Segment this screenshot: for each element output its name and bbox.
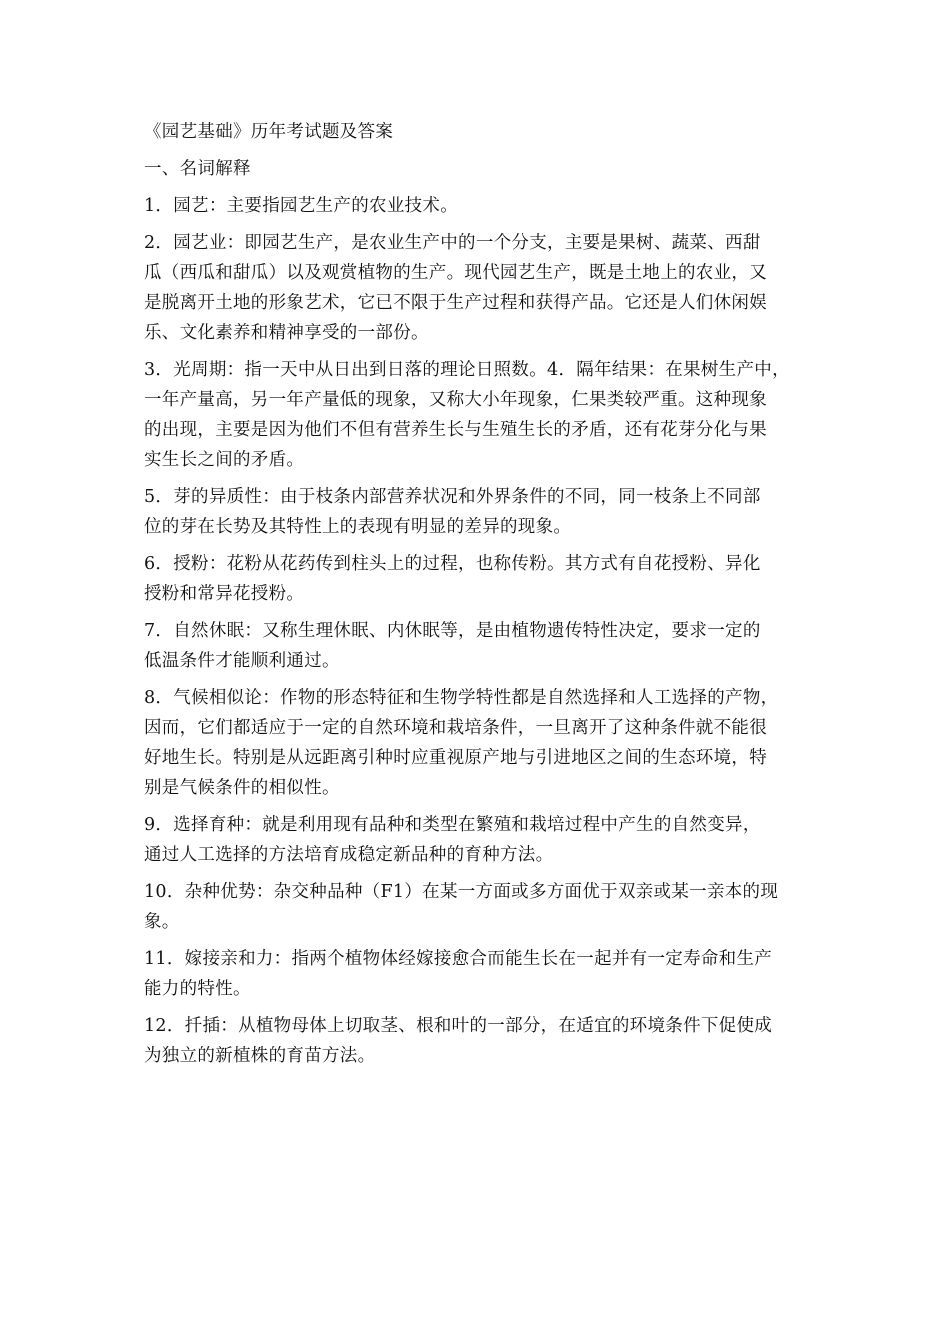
document-title: 《园艺基础》历年考试题及答案 — [144, 122, 394, 142]
spacer — [144, 147, 808, 154]
term-item — [144, 355, 808, 482]
spacer — [144, 609, 808, 616]
term-item — [144, 191, 808, 228]
spacer — [144, 1071, 808, 1078]
term-line: 实生长之间的矛盾。 — [144, 450, 305, 470]
spacer — [144, 184, 808, 191]
term-line: 8．气候相似论：作物的形态特征和生物学特性都是自然选择和人工选择的产物， — [144, 688, 779, 708]
term-line: 瓜（西瓜和甜瓜）以及观赏植物的生产。现代园艺生产，既是土地上的农业，又 — [144, 263, 767, 283]
section-heading: 一、名词解释 — [144, 159, 251, 179]
term-line: 11．嫁接亲和力：指两个植物体经嫁接愈合而能生长在一起并有一定寿命和生产 — [144, 949, 773, 969]
term-line: 2．园艺业：即园艺生产，是农业生产中的一个分支，主要是果树、蔬菜、西甜 — [144, 233, 761, 253]
term-line: 3．光周期：指一天中从日出到日落的理论日照数。4．隔年结果：在果树生产中， — [144, 360, 790, 380]
spacer — [144, 1004, 808, 1011]
term-line: 好地生长。特别是从远距离引种时应重视原产地与引进地区之间的生态环境，特 — [144, 748, 767, 768]
spacer — [144, 475, 808, 482]
term-line: 1．园艺：主要指园艺生产的农业技术。 — [144, 196, 459, 216]
term-item — [144, 810, 808, 877]
spacer — [144, 803, 808, 810]
term-item — [144, 877, 808, 944]
term-line: 为独立的新植株的育苗方法。 — [144, 1046, 376, 1066]
spacer — [144, 870, 808, 877]
spacer — [144, 676, 808, 683]
spacer — [144, 221, 808, 228]
term-list — [144, 191, 808, 1078]
term-line: 的出现，主要是因为他们不但有营养生长与生殖生长的矛盾，还有花芽分化与果 — [144, 420, 767, 440]
term-line: 位的芽在长势及其特性上的表现有明显的差异的现象。 — [144, 517, 572, 537]
term-line: 9．选择育种：就是利用现有品种和类型在繁殖和栽培过程中产生的自然变异， — [144, 815, 761, 835]
term-line: 通过人工选择的方法培育成稳定新品种的育种方法。 — [144, 845, 554, 865]
term-line: 能力的特性。 — [144, 979, 251, 999]
term-line: 7．自然休眠：又称生理休眠、内休眠等，是由植物遗传特性决定，要求一定的 — [144, 621, 761, 641]
term-line: 10．杂种优势：杂交种品种（F1）在某一方面或多方面优于双亲或某一亲本的现 — [144, 882, 779, 902]
term-line: 别是气候条件的相似性。 — [144, 778, 340, 798]
term-item — [144, 683, 808, 810]
term-line: 是脱离开土地的形象艺术，它已不限于生产过程和获得产品。它还是人们休闲娱 — [144, 293, 767, 313]
term-item — [144, 1011, 808, 1078]
spacer — [144, 937, 808, 944]
term-line: 因而，它们都适应于一定的自然环境和栽培条件，一旦离开了这种条件就不能很 — [144, 718, 767, 738]
term-line: 6．授粉：花粉从花药传到柱头上的过程，也称传粉。其方式有自花授粉、异化 — [144, 554, 761, 574]
term-item — [144, 944, 808, 1011]
term-line: 授粉和常异花授粉。 — [144, 584, 305, 604]
term-line: 5．芽的异质性：由于枝条内部营养状况和外界条件的不同，同一枝条上不同部 — [144, 487, 761, 507]
term-line: 12．扦插：从植物母体上切取茎、根和叶的一部分，在适宜的环境条件下促使成 — [144, 1016, 773, 1036]
term-item — [144, 228, 808, 355]
term-line: 象。 — [144, 912, 180, 932]
term-item — [144, 616, 808, 683]
spacer — [144, 348, 808, 355]
spacer — [144, 542, 808, 549]
document-body — [144, 117, 808, 1078]
term-line: 一年产量高，另一年产量低的现象，又称大小年现象，仁果类较严重。这种现象 — [144, 390, 767, 410]
term-line: 低温条件才能顺利通过。 — [144, 651, 340, 671]
term-item — [144, 549, 808, 616]
term-item — [144, 482, 808, 549]
term-line: 乐、文化素养和精神享受的一部份。 — [144, 323, 429, 343]
